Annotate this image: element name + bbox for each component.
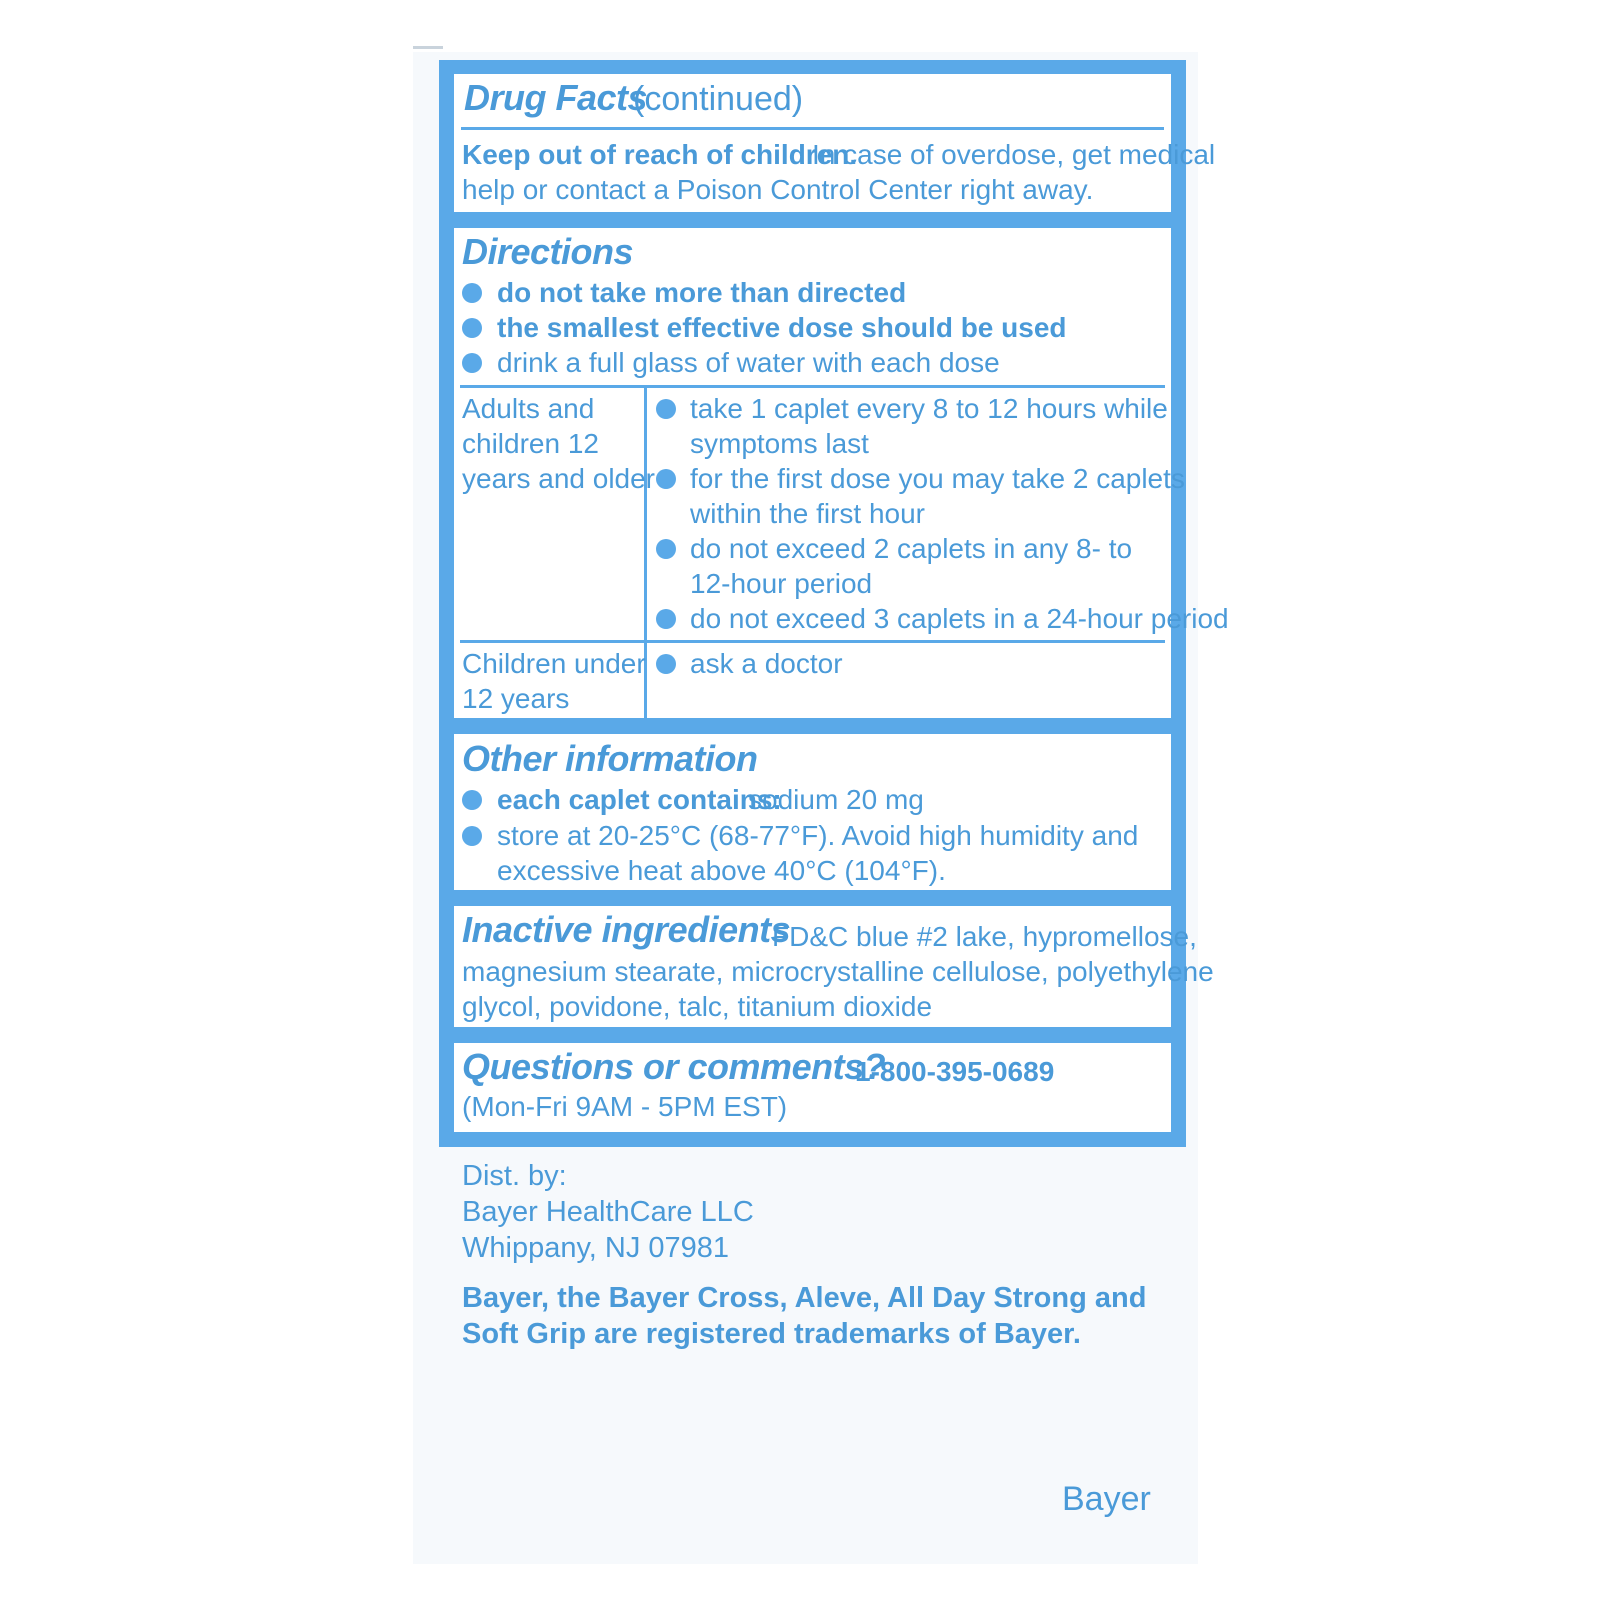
drug-facts-title: Drug Facts	[464, 77, 648, 118]
dose-table-rule-mid	[460, 640, 1165, 643]
dose-table-rule-top	[460, 385, 1165, 388]
bullet-icon	[462, 790, 482, 810]
bullet-icon	[462, 353, 482, 373]
trademark-line-2: Soft Grip are registered trademarks of Bayer.	[462, 1318, 1081, 1350]
bullet-icon	[656, 539, 676, 559]
inactive-line-1: FD&C blue #2 lake, hypromellose,	[772, 921, 1197, 952]
bullet-icon	[656, 399, 676, 419]
bullet-icon	[462, 283, 482, 303]
distributor-name: Bayer HealthCare LLC	[462, 1196, 754, 1228]
adults-dose-4: do not exceed 3 caplets in a 24-hour period	[690, 603, 1229, 634]
inactive-line-2: magnesium stearate, microcrystalline cellulose, polyethylene	[462, 956, 1214, 987]
keep-out-detail-2: help or contact a Poison Control Center right away.	[462, 174, 1094, 205]
adults-label-1: Adults and	[462, 393, 595, 424]
trademark-line-1: Bayer, the Bayer Cross, Aleve, All Day Strong and	[462, 1282, 1147, 1314]
bullet-icon	[462, 318, 482, 338]
directions-bullet-1: do not take more than directed	[497, 277, 907, 308]
distributor-label: Dist. by:	[462, 1160, 567, 1192]
adults-dose-3a: do not exceed 2 caplets in any 8- to	[690, 533, 1133, 564]
drug-facts-rule	[461, 127, 1164, 130]
adults-dose-3b: 12-hour period	[690, 568, 873, 599]
other-info-heading: Other information	[462, 738, 758, 779]
adults-dose-1a: take 1 caplet every 8 to 12 hours while	[690, 393, 1168, 424]
questions-hours: (Mon-Fri 9AM - 5PM EST)	[462, 1091, 788, 1122]
directions-heading: Directions	[462, 231, 634, 272]
directions-bullet-2: the smallest effective dose should be used	[497, 312, 1067, 343]
bullet-icon	[656, 609, 676, 629]
distributor-address: Whippany, NJ 07981	[462, 1232, 730, 1264]
other-info-item-1-value: sodium 20 mg	[748, 784, 924, 815]
questions-heading: Questions or comments?	[462, 1046, 886, 1087]
adults-label-2: children 12	[462, 428, 599, 459]
children-label-1: Children under	[462, 648, 646, 679]
bullet-icon	[656, 469, 676, 489]
other-info-item-2b: excessive heat above 40°C (104°F).	[497, 855, 946, 886]
adults-label-3: years and older	[462, 463, 656, 494]
adults-dose-2a: for the first dose you may take 2 caplets	[690, 463, 1185, 494]
keep-out-detail-1: In case of overdose, get medical	[812, 139, 1216, 170]
brand-name: Bayer	[1062, 1480, 1151, 1518]
other-info-item-1-label: each caplet contains:	[497, 784, 782, 815]
other-info-item-2a: store at 20-25°C (68-77°F). Avoid high humidity and	[497, 820, 1139, 851]
adults-dose-2b: within the first hour	[690, 498, 925, 529]
keep-out-warning: Keep out of reach of children.	[462, 139, 858, 170]
bullet-icon	[462, 826, 482, 846]
inactive-line-3: glycol, povidone, talc, titanium dioxide	[462, 991, 933, 1022]
children-label-2: 12 years	[462, 683, 570, 714]
questions-phone: 1-800-395-0689	[855, 1056, 1055, 1087]
children-dose: ask a doctor	[690, 648, 843, 679]
panel-edge	[413, 46, 443, 49]
drug-facts-title-suffix: (continued)	[633, 80, 804, 118]
inactive-heading: Inactive ingredients	[462, 909, 791, 950]
adults-dose-1b: symptoms last	[690, 428, 869, 459]
bullet-icon	[656, 654, 676, 674]
directions-bullet-3: drink a full glass of water with each dose	[497, 347, 1000, 378]
